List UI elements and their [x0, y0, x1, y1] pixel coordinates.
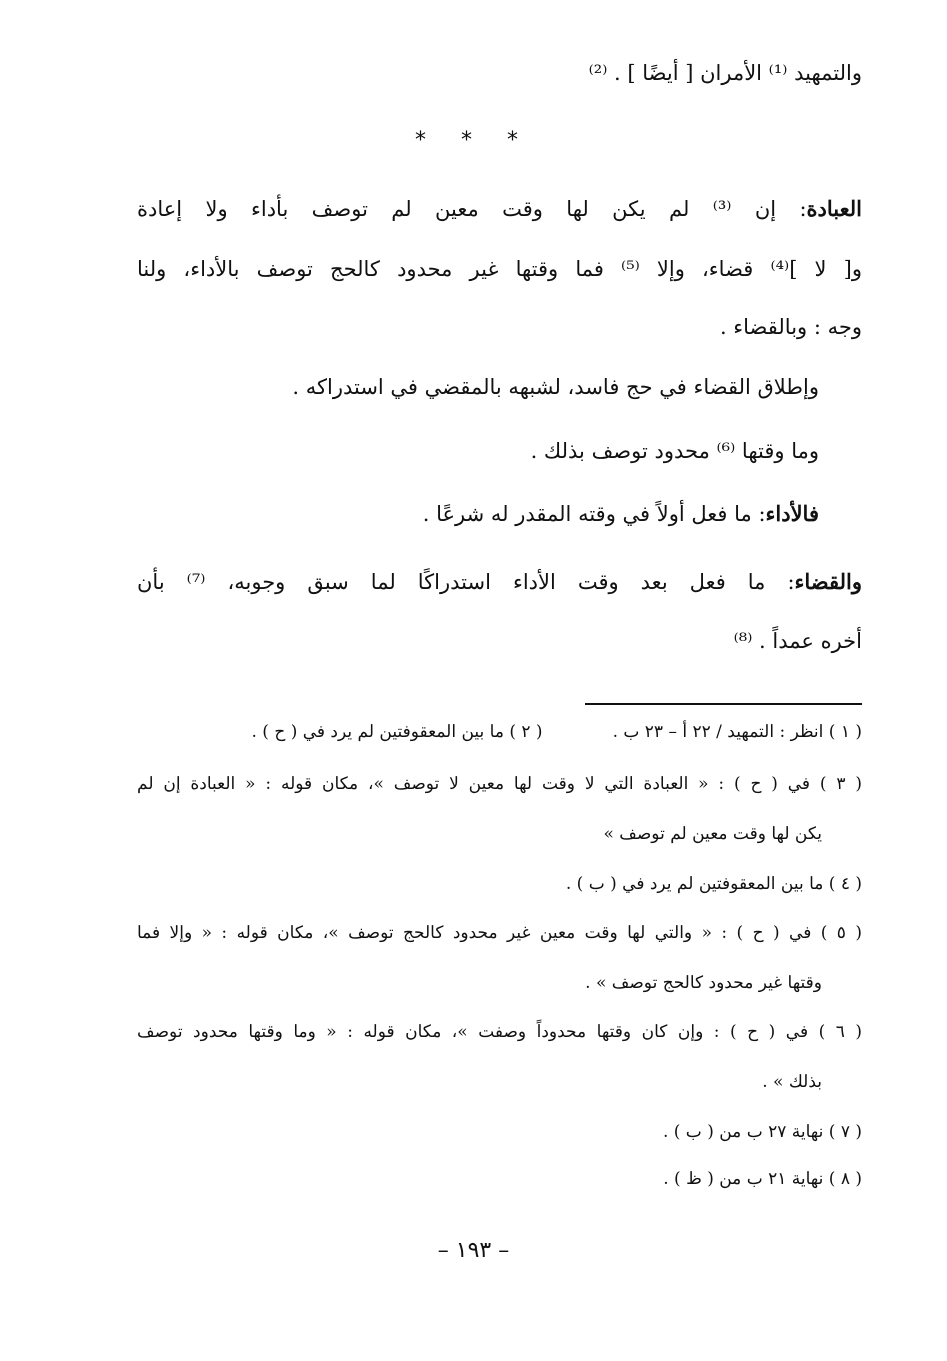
- footnote-separator-rule: [585, 703, 862, 705]
- footnote-1: ( ١ ) انظر : التمهيد / ٢٢ أ – ٢٣ ب .: [612, 722, 862, 742]
- footnote-5-line-1: [137, 919, 862, 947]
- footnote-6-line-2: [137, 1068, 822, 1096]
- paragraph-limited-time: [137, 434, 819, 468]
- paragraph-ada-text: : ما فعل أولاً في وقته المقدر له شرعًا .: [422, 502, 766, 526]
- paragraph-ibada-line-1: [137, 192, 862, 226]
- term-ada: فالأداء: [765, 501, 819, 526]
- footnote-5-line-2-text: وقتها غير محدود كالحج توصف » .: [585, 973, 822, 993]
- paragraph-qada-line-2: [137, 624, 862, 658]
- footnote-5-line-2: [137, 969, 822, 997]
- footnote-5-line-1-text: ( ٥ ) في ( ح ) : « والتي لها وقت معين غير محدود كالحج توصف »، مكان قوله : « وإلا فما: [137, 923, 862, 943]
- footnote-3-line-1-text: ( ٣ ) في ( ح ) : « العبادة التي لا وقت لها معين لا توصف »، مكان قوله : « العبادة إن لم: [137, 774, 862, 794]
- term-qada: والقضاء: [794, 569, 863, 594]
- footnote-6-line-2-text: بذلك » .: [762, 1072, 822, 1092]
- footnote-3-line-2: [137, 820, 822, 848]
- paragraph-ibada-line-1-text: : إن ⁽³⁾ لم يكن لها وقت معين لم توصف بأداء ولا إعادة: [137, 197, 807, 221]
- paragraph-limited-time-text: وما وقتها ⁽⁶⁾ محدود توصف بذلك .: [530, 439, 819, 463]
- footnote-row-1-2: [137, 718, 862, 746]
- paragraph-qada-line-2-text: أخره عمداً . ⁽⁸⁾: [733, 629, 862, 653]
- paragraph-ibada-line-3: [137, 310, 862, 344]
- footnote-8-text: ( ٨ ) نهاية ٢١ ب من ( ظ ) .: [663, 1169, 862, 1189]
- term-ibada: العبادة: [806, 196, 862, 221]
- footnote-3-line-1: [137, 770, 862, 798]
- footnote-4: [137, 870, 862, 898]
- footnote-4-text: ( ٤ ) ما بين المعقوفتين لم يرد في ( ب ) .: [565, 874, 862, 894]
- paragraph-fasid-hajj-text: وإطلاق القضاء في حج فاسد، لشبهه بالمقضي في استدراكه .: [292, 375, 819, 399]
- body-line-opening: [137, 56, 862, 90]
- footnote-6-line-1-text: ( ٦ ) في ( ح ) : وإن كان وقتها محدوداً وصفت »، مكان قوله : « وما وقتها محدود توصف: [137, 1022, 862, 1042]
- paragraph-fasid-hajj: [137, 370, 819, 404]
- footnote-8: [137, 1165, 862, 1193]
- footnote-7: [137, 1118, 862, 1146]
- paragraph-qada-line-1: [137, 565, 862, 599]
- section-separator: * * *: [415, 128, 532, 153]
- footnote-3-line-2-text: يكن لها وقت معين لم توصف »: [603, 824, 822, 844]
- paragraph-ibada-line-2-text: و[ لا ]⁽⁴⁾ قضاء، وإلا ⁽⁵⁾ فما وقتها غير محدود كالحج توصف بالأداء، ولنا: [137, 257, 862, 281]
- page-number: – ١٩٣ –: [437, 1238, 510, 1263]
- paragraph-ibada-line-2: [137, 252, 862, 286]
- footnote-6-line-1: [137, 1018, 862, 1046]
- footnote-2: ( ٢ ) ما بين المعقوفتين لم يرد في ( ح ) .: [251, 722, 543, 742]
- paragraph-ada: [137, 497, 819, 531]
- paragraph-ibada-line-3-text: وجه : وبالقضاء .: [719, 315, 862, 339]
- paragraph-qada-line-1-text: : ما فعل بعد وقت الأداء استدراكًا لما سبق وجوبه، ⁽⁷⁾ بأن: [137, 570, 795, 594]
- footnote-7-text: ( ٧ ) نهاية ٢٧ ب من ( ب ) .: [662, 1122, 862, 1142]
- body-line-opening-text: والتمهيد ⁽¹⁾ الأمران [ أيضًا ] . ⁽²⁾: [588, 61, 862, 85]
